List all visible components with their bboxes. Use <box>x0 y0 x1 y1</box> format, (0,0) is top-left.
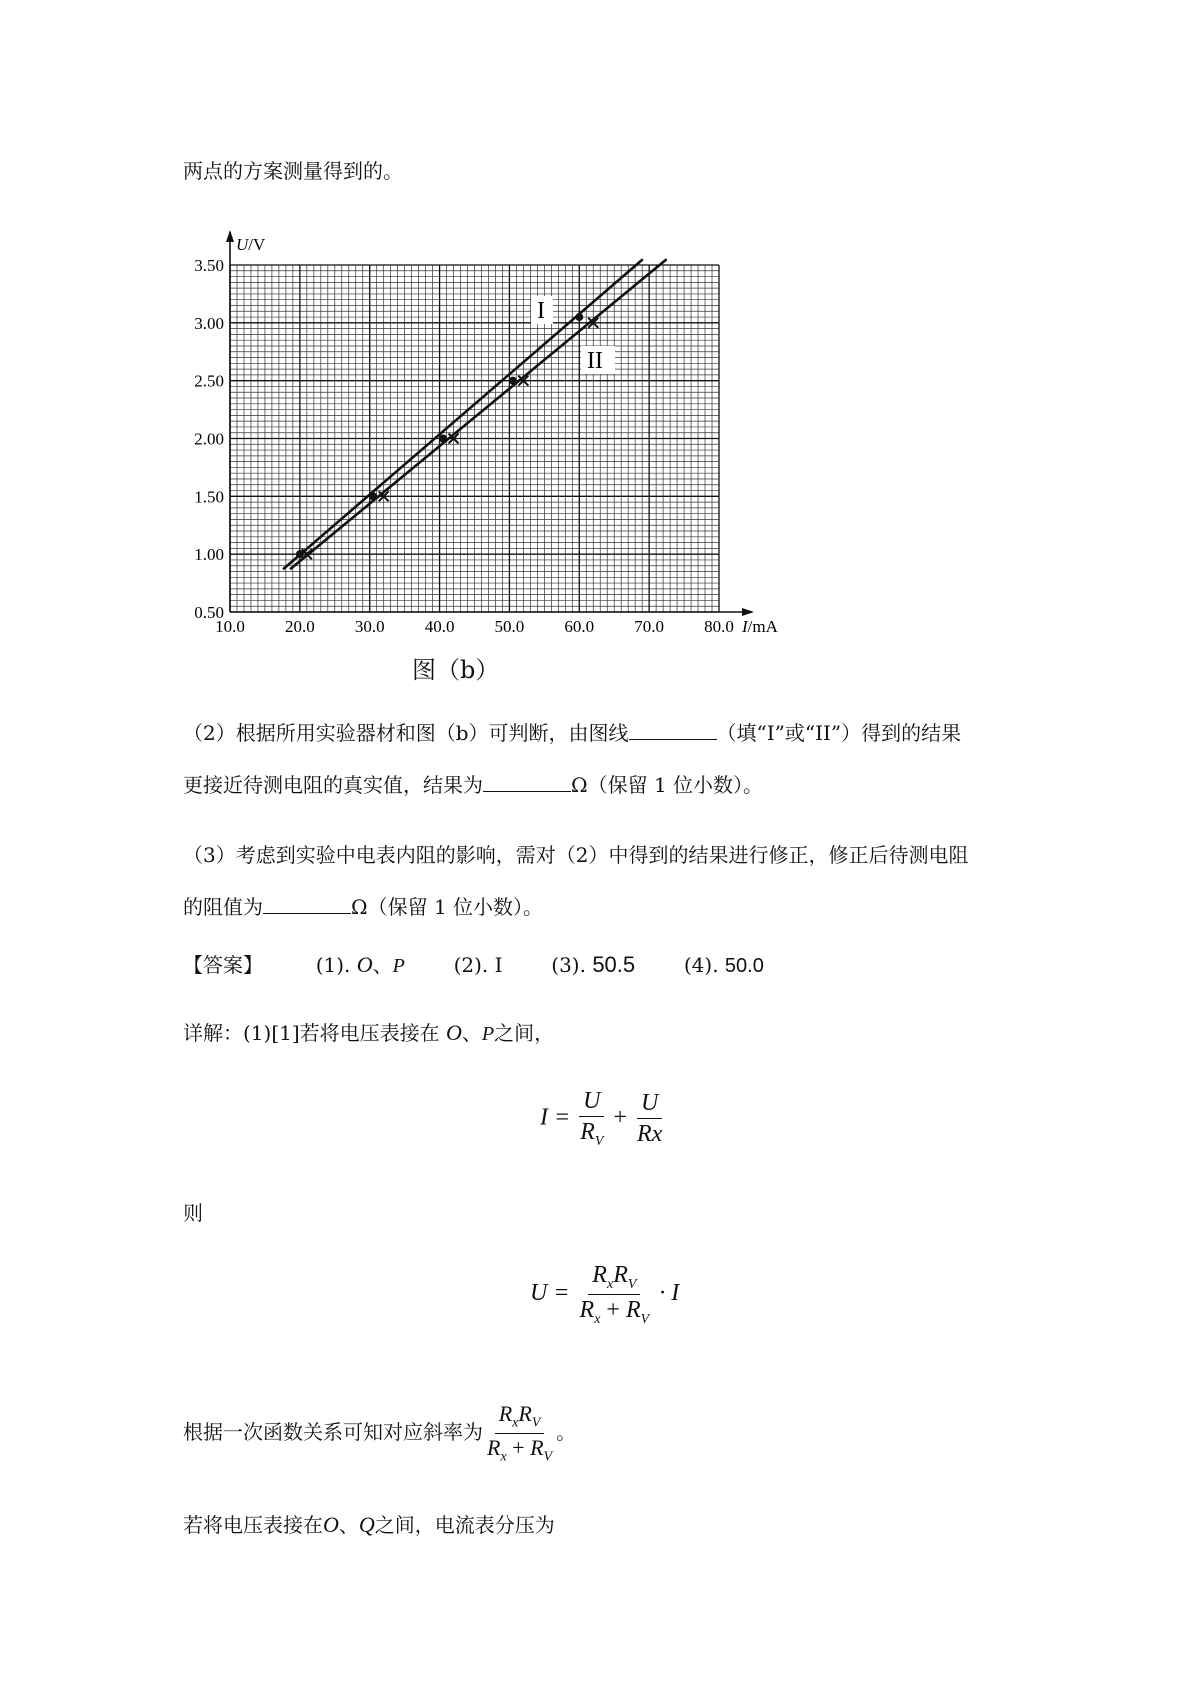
x-tick-label: 10.0 <box>215 617 245 636</box>
last-text-b: 之间，电流表分压为 <box>374 1513 555 1537</box>
explain-sep: 、 <box>461 1021 482 1045</box>
equation-2 <box>530 1262 679 1327</box>
series-label-1: I <box>537 298 545 324</box>
q2-blank-value <box>483 773 571 792</box>
question2-line2 <box>183 770 763 800</box>
q2-text-a: （2）根据所用实验器材和图（b）可判断，由图线 <box>183 721 629 745</box>
last-var-q: Q <box>358 1512 375 1537</box>
x-axis-arrow <box>742 608 754 616</box>
eq2-den-r2: R <box>625 1297 641 1324</box>
equation-1 <box>540 1088 666 1150</box>
q3-text-a: 的阻值为 <box>183 895 263 919</box>
answer-label: 【答案】 <box>183 953 263 977</box>
eq2-num-s1: x <box>606 1276 614 1292</box>
x-tick-label: 50.0 <box>494 617 525 636</box>
slope-line <box>183 1402 576 1465</box>
q2-text-c: 更接近待测电阻的真实值，结果为 <box>183 773 483 797</box>
slope-den-s2: V <box>543 1449 553 1465</box>
eq1-plus: + <box>613 1104 627 1131</box>
explain-text-a: 详解：(1)[1]若将电压表接在 <box>183 1021 440 1045</box>
answer-3-value: 50.5 <box>592 952 636 977</box>
explain-var-o: O <box>446 1020 462 1045</box>
eq1-num2: U <box>640 1089 659 1116</box>
x-tick-label: 70.0 <box>634 617 665 636</box>
slope-num-r1: R <box>498 1401 513 1426</box>
slope-den-r2: R <box>530 1434 544 1460</box>
eq1-num1: U <box>583 1088 601 1114</box>
y-tick-label: 0.50 <box>194 603 224 622</box>
question3-line2 <box>183 892 543 922</box>
x-tick-label: 60.0 <box>564 617 595 636</box>
series-label-2: II <box>587 348 603 374</box>
question3-line1: （3）考虑到实验中电表内阻的影响，需对（2）中得到的结果进行修正，修正后待测电阻 <box>183 843 969 867</box>
x-tick-label: 30.0 <box>354 617 385 636</box>
q2-text-b: （填“I”或“II”）得到的结果 <box>716 721 962 745</box>
then-text: 则 <box>183 1201 203 1225</box>
eq2-num-r2: R <box>613 1262 628 1288</box>
last-sep: 、 <box>338 1513 359 1537</box>
slope-num-s2: V <box>531 1415 541 1431</box>
eq1-den2: Rx <box>636 1121 663 1148</box>
figure-caption: 图（b） <box>412 656 500 684</box>
q2-text-d: Ω（保留 1 位小数）。 <box>571 773 764 797</box>
explain-text-b: 之间， <box>494 1021 555 1045</box>
answer-2: (2). I <box>453 953 503 977</box>
slope-text: 根据一次函数关系可知对应斜率为 <box>183 1419 483 1444</box>
eq2-den-s2: V <box>640 1311 650 1327</box>
slope-den-r1: R <box>487 1434 501 1460</box>
question2-line1 <box>183 718 961 748</box>
eq1-fraction-2 <box>633 1090 666 1148</box>
y-tick-label: 2.00 <box>194 429 224 449</box>
answer-line <box>183 950 764 981</box>
slope-end: 。 <box>556 1419 577 1444</box>
eq2-fraction <box>576 1262 654 1327</box>
data-point-dot <box>575 313 583 321</box>
answer-1-label: (1). <box>315 953 351 977</box>
intro-line: 两点的方案测量得到的。 <box>183 159 403 183</box>
answer-3-label: (3). <box>551 953 586 977</box>
eq2-num-s2: V <box>627 1276 637 1292</box>
explain-line1 <box>183 1018 554 1049</box>
eq1-fraction-1 <box>576 1088 607 1150</box>
x-tick-label: 80.0 <box>704 617 734 636</box>
q3-blank-value <box>263 895 351 914</box>
y-tick-label: 3.50 <box>194 256 224 275</box>
y-axis-label: U/V <box>236 235 266 254</box>
answer-4-label: (4). <box>683 953 719 977</box>
answer-1-o: O <box>356 952 373 977</box>
y-tick-label: 1.50 <box>194 487 224 507</box>
eq2-den-plus: + <box>600 1297 626 1324</box>
u-i-chart <box>0 0 1200 680</box>
last-var-o: O <box>323 1512 339 1537</box>
y-axis-arrow <box>226 230 234 242</box>
slope-den-plus: + <box>506 1434 531 1460</box>
slope-den-s1: x <box>500 1449 507 1465</box>
answer-4-value: 50.0 <box>724 955 764 977</box>
eq2-den-s1: x <box>594 1311 601 1327</box>
q3-text-b: Ω（保留 1 位小数）。 <box>351 895 544 919</box>
answer-1-p: P <box>392 955 405 977</box>
eq1-den1: R <box>580 1119 595 1146</box>
eq2-num-r1: R <box>592 1262 607 1288</box>
explain-var-p: P <box>481 1023 495 1045</box>
eq1-lhs: I = <box>540 1104 571 1131</box>
eq2-lhs: U = <box>530 1280 570 1307</box>
slope-num-r2: R <box>518 1401 532 1426</box>
y-tick-label: 2.50 <box>194 371 224 391</box>
eq2-den-r1: R <box>579 1297 595 1324</box>
last-text-a: 若将电压表接在 <box>183 1513 323 1537</box>
slope-fraction <box>483 1402 556 1465</box>
slope-num-s1: x <box>512 1415 519 1431</box>
last-line <box>183 1510 555 1540</box>
answer-1-sep: 、 <box>372 953 393 977</box>
y-tick-label: 3.00 <box>194 313 224 333</box>
eq1-den1-sub: V <box>594 1134 604 1150</box>
q2-blank-curve <box>629 721 717 740</box>
x-axis-label: I/mA <box>742 617 778 636</box>
y-tick-label: 1.00 <box>194 545 224 565</box>
x-tick-label: 40.0 <box>424 617 455 636</box>
eq2-rhs: · I <box>659 1280 680 1307</box>
x-tick-label: 20.0 <box>284 617 315 636</box>
